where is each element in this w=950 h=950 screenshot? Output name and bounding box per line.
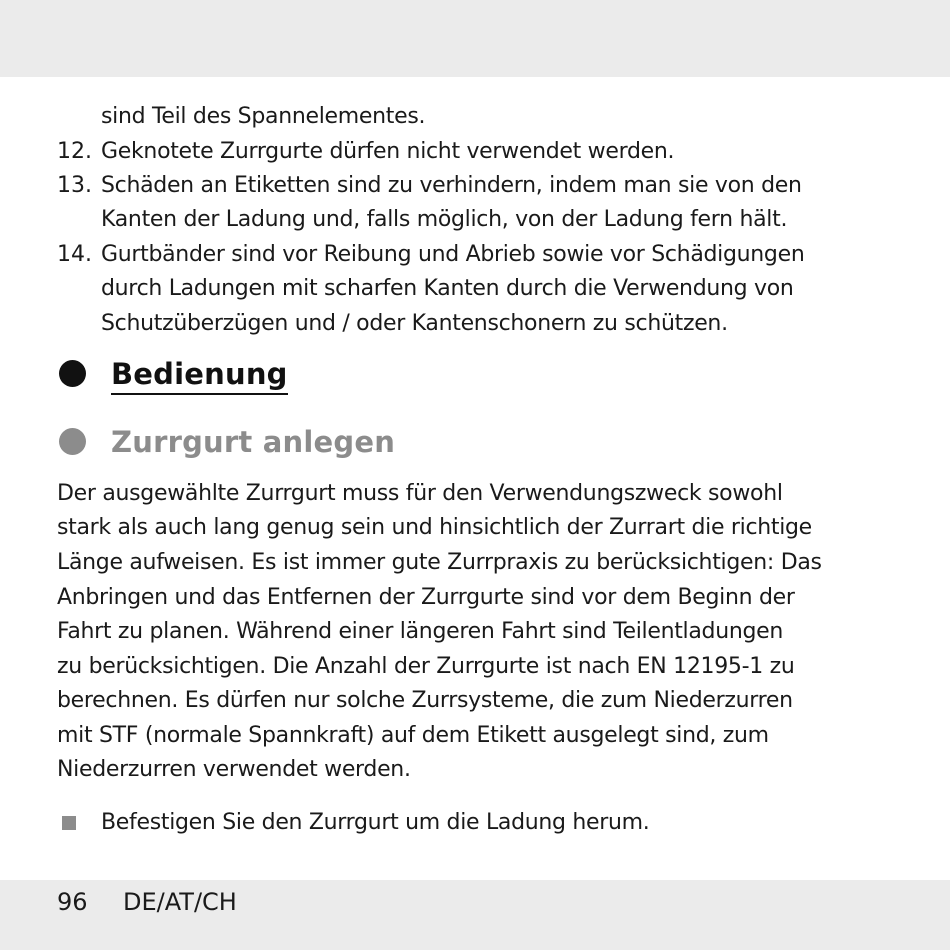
paragraph-line: Fahrt zu planen. Während einer längeren Fahrt sind Teilentladungen: [57, 619, 784, 644]
list-item-line: Kanten der Ladung und, falls möglich, von der Ladung fern hält.: [101, 207, 788, 232]
list-item-line: durch Ladungen mit scharfen Kanten durch die Verwendung von: [101, 276, 794, 301]
list-item-line: Schutzüberzügen und / oder Kantenschonern zu schützen.: [101, 311, 728, 336]
list-item-number: 14.: [57, 242, 92, 267]
section-bullet-icon: [59, 360, 86, 387]
list-item-number: 12.: [57, 139, 92, 164]
page-number: 96: [57, 888, 88, 916]
locale-label: DE/AT/CH: [123, 888, 237, 916]
subsection-heading: Zurrgurt anlegen: [111, 425, 396, 459]
list-item-number: 13.: [57, 173, 92, 198]
section-heading: Bedienung: [111, 355, 288, 395]
paragraph-line: mit STF (normale Spannkraft) auf dem Etikett ausgelegt sind, zum: [57, 723, 769, 748]
paragraph-line: Der ausgewählte Zurrgurt muss für den Verwendungszweck sowohl: [57, 481, 783, 506]
paragraph-line: Anbringen und das Entfernen der Zurrgurte sind vor dem Beginn der: [57, 585, 795, 610]
paragraph-line: berechnen. Es dürfen nur solche Zurrsysteme, die zum Niederzurren: [57, 688, 793, 713]
list-item-line: Schäden an Etiketten sind zu verhindern, indem man sie von den: [101, 173, 802, 198]
subsection-bullet-icon: [59, 428, 86, 455]
paragraph-line: stark als auch lang genug sein und hinsichtlich der Zurrart die richtige: [57, 515, 812, 540]
step-square-icon: [62, 816, 76, 830]
paragraph-line: zu berücksichtigen. Die Anzahl der Zurrgurte ist nach EN 12195-1 zu: [57, 654, 795, 679]
list-continuation-line: sind Teil des Spannelementes.: [101, 104, 426, 129]
paragraph-line: Niederzurren verwendet werden.: [57, 757, 411, 782]
list-item-line: Geknotete Zurrgurte dürfen nicht verwendet werden.: [101, 139, 675, 164]
paragraph-line: Länge aufweisen. Es ist immer gute Zurrpraxis zu berücksichtigen: Das: [57, 550, 822, 575]
step-text: Befestigen Sie den Zurrgurt um die Ladung herum.: [101, 810, 650, 835]
list-item-line: Gurtbänder sind vor Reibung und Abrieb sowie vor Schädigungen: [101, 242, 805, 267]
